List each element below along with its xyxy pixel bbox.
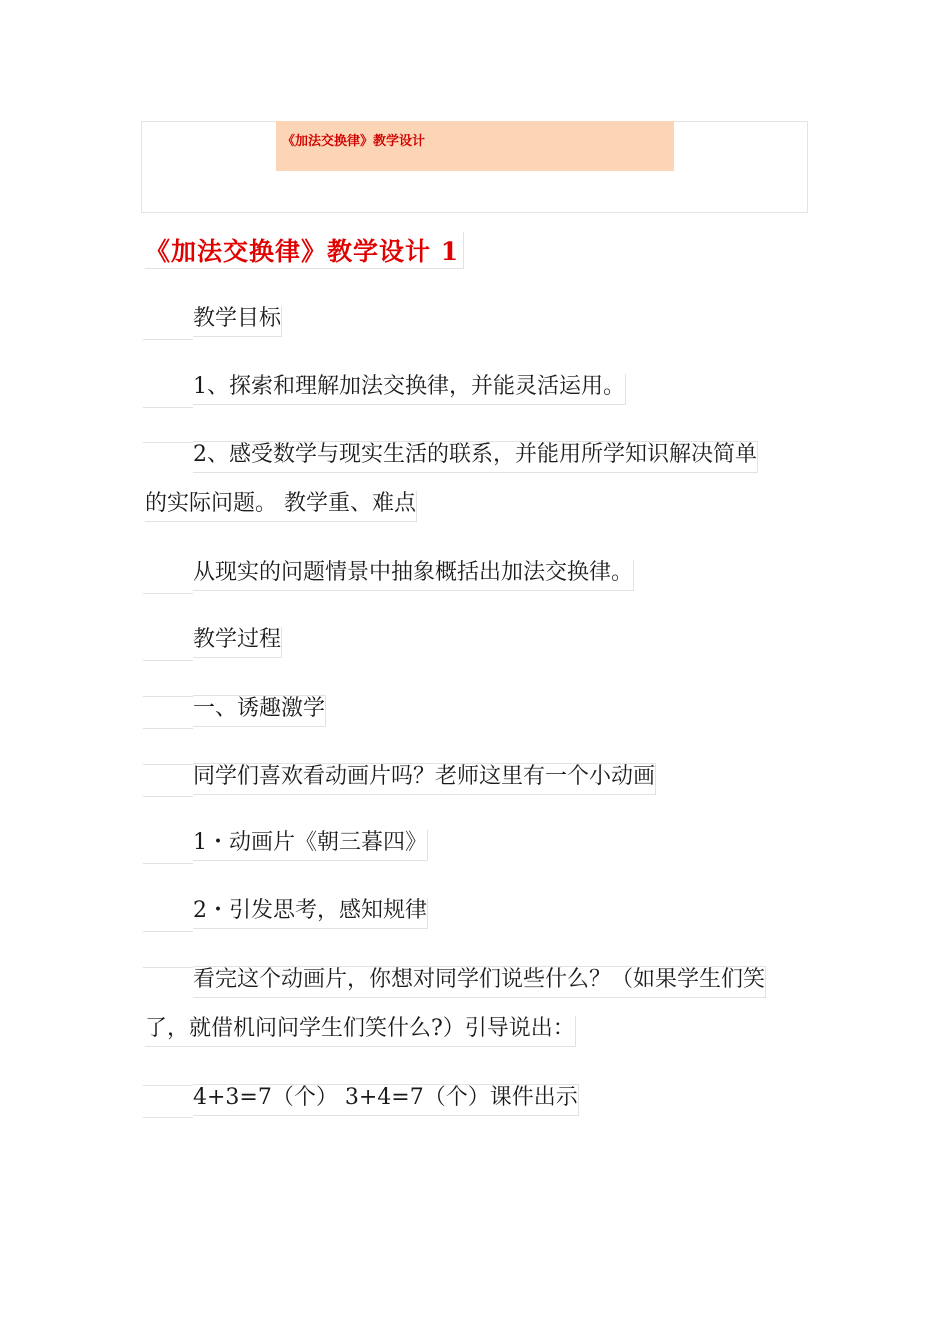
paragraph-goal-2-continued: 的实际问题。 教学重、难点 [145,491,417,522]
paragraph-rule [143,442,193,443]
paragraph-step-1: 1・动画片《朝三暮四》 [193,830,428,861]
section-heading-1: 一、诱趣激学 [193,695,326,727]
paragraph-equation: 4+3=7（个） 3+4=7（个）课件出示 [193,1084,579,1116]
paragraph-question-continued: 了，就借机问问学生们笑什么?）引导说出： [145,1016,576,1047]
document-title: 《加法交换律》教学设计 1 [145,232,464,269]
paragraph-question: 看完这个动画片，你想对同学们说些什么？（如果学生们笑 [193,966,766,998]
paragraph-rule [143,728,193,729]
paragraph-goal-2: 2、感受数学与现实生活的联系，并能用所学知识解决简单 [193,441,758,473]
paragraph-rule [143,967,193,968]
paragraph-rule [143,339,193,340]
paragraph-rule [143,696,193,697]
header-banner-title: 《加法交换律》教学设计 [282,134,426,149]
paragraph-rule [143,764,193,765]
paragraph-teaching-process: 教学过程 [193,627,282,658]
paragraph-rule [143,407,193,408]
paragraph-rule [143,660,193,661]
paragraph-teaching-goals: 教学目标 [193,306,282,337]
paragraph-key-point: 从现实的问题情景中抽象概括出加法交换律。 [193,560,634,591]
paragraph-rule [143,863,193,864]
paragraph-rule [143,796,193,797]
paragraph-rule [143,1117,193,1118]
paragraph-rule [143,593,193,594]
paragraph-rule [143,1085,193,1086]
paragraph-rule [143,931,193,932]
paragraph-goal-1: 1、探索和理解加法交换律，并能灵活运用。 [193,374,626,405]
paragraph-step-2: 2・引发思考，感知规律 [193,898,428,929]
paragraph-intro: 同学们喜欢看动画片吗？老师这里有一个小动画 [193,763,656,795]
